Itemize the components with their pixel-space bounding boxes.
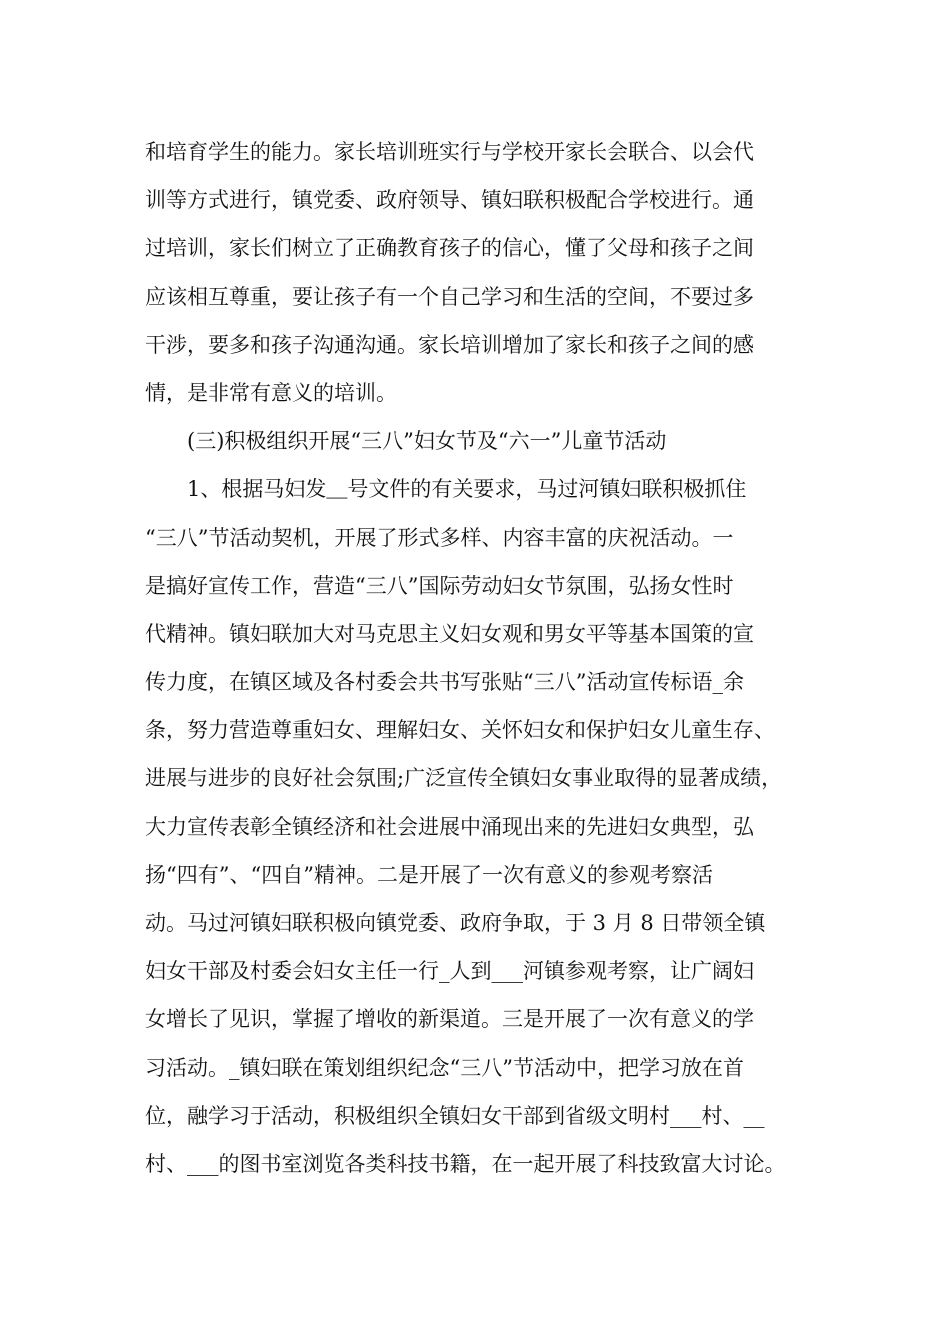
text-line-22: 村、___的图书室浏览各类科技书籍，在一起开展了科技致富大讨论。 xyxy=(145,1151,786,1176)
text-line-15: 大力宣传表彰全镇经济和社会进展中涌现出来的先进妇女典型，弘 xyxy=(145,814,754,839)
text-line-8: 1、根据马妇发＿号文件的有关要求，马过河镇妇联积极抓住 xyxy=(187,477,747,502)
text-line-3: 过培训，家长们树立了正确教育孩子的信心，懂了父母和孩子之间 xyxy=(145,236,754,261)
text-line-14: 进展与进步的良好社会氛围;广泛宣传全镇妇女事业取得的显著成绩， xyxy=(145,766,783,791)
text-line-18: 妇女干部及村委会妇女主任一行_人到___河镇参观考察，让广阔妇 xyxy=(145,959,754,984)
text-line-13: 条，努力营造尊重妇女、理解妇女、关怀妇女和保护妇女儿童生存、 xyxy=(145,718,775,743)
text-line-12: 传力度，在镇区域及各村委会共书写张贴“三八”活动宣传标语_余 xyxy=(145,670,744,695)
text-line-10: 是搞好宣传工作，营造“三八”国际劳动妇女节氛围，弘扬女性时 xyxy=(145,573,734,598)
text-line-1: 和培育学生的能力。家长培训班实行与学校开家长会联合、以会代 xyxy=(145,140,754,164)
text-line-21: 位，融学习于活动，积极组织全镇妇女干部到省级文明村___村、__ xyxy=(145,1103,765,1128)
body-text xyxy=(145,128,835,1188)
text-line-20: 习活动。_镇妇联在策划组织纪念“三八”节活动中，把学习放在首 xyxy=(145,1055,744,1080)
text-line-9: “三八”节活动契机，开展了形式多样、内容丰富的庆祝活动。一 xyxy=(145,525,734,550)
text-line-4: 应该相互尊重，要让孩子有一个自己学习和生活的空间，不要过多 xyxy=(145,284,754,309)
text-line-16: 扬“四有”、“四自”精神。二是开展了一次有意义的参观考察活 xyxy=(145,862,713,887)
text-line-17: 动。马过河镇妇联积极向镇党委、政府争取，于 3 月 8 日带领全镇 xyxy=(145,911,766,935)
text-line-19: 女增长了见识，掌握了增收的新渠道。三是开展了一次有意义的学 xyxy=(145,1007,754,1032)
text-line-2: 训等方式进行，镇党委、政府领导、镇妇联积极配合学校进行。通 xyxy=(145,188,754,213)
text-line-11: 代精神。镇妇联加大对马克思主义妇女观和男女平等基本国策的宣 xyxy=(145,621,754,646)
text-line-5: 干涉，要多和孩子沟通沟通。家长培训增加了家长和孩子之间的感 xyxy=(145,332,754,357)
text-line-6: 情，是非常有意义的培训。 xyxy=(145,380,397,405)
section-heading: (三)积极组织开展“三八”妇女节及“六一”儿童节活动 xyxy=(187,429,667,454)
